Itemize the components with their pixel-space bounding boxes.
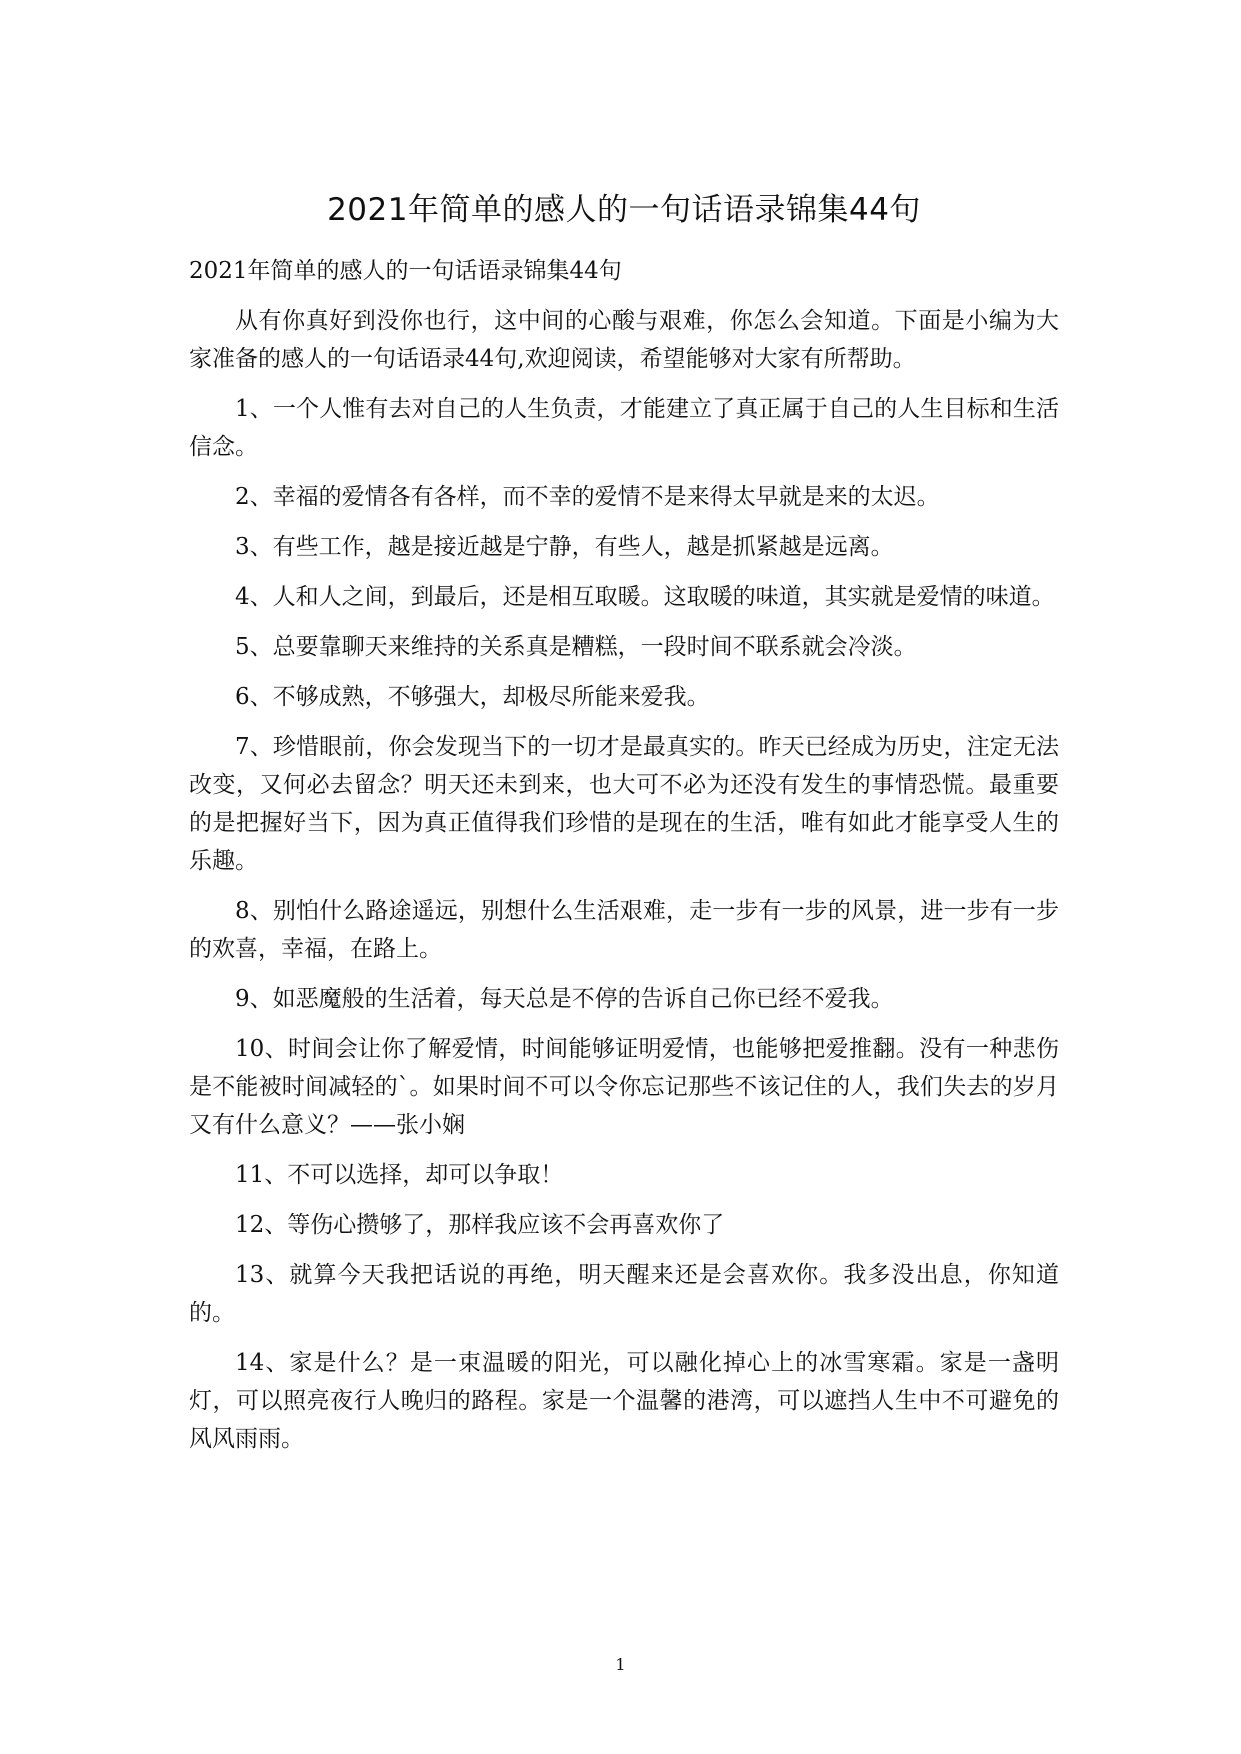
quote-paragraph: 1、一个人惟有去对自己的人生负责，才能建立了真正属于自己的人生目标和生活信念。 bbox=[189, 396, 1059, 460]
quote-paragraph: 9、如恶魔般的生活着，每天总是不停的告诉自己你已经不爱我。 bbox=[235, 986, 894, 1012]
intro-paragraph: 从有你真好到没你也行，这中间的心酸与艰难，你怎么会知道。下面是小编为大家准备的感人的一句话语录44句,欢迎阅读，希望能够对大家有所帮助。 bbox=[189, 308, 1059, 372]
quote-paragraph: 14、家是什么？是一束温暖的阳光，可以融化掉心上的冰雪寒霜。家是一盏明灯，可以照亮夜行人晚归的路程。家是一个温馨的港湾，可以遮挡人生中不可避免的风风雨雨。 bbox=[189, 1350, 1059, 1452]
quote-paragraph: 7、珍惜眼前，你会发现当下的一切才是最真实的。昨天已经成为历史，注定无法改变，又何必去留念？明天还未到来，也大可不必为还没有发生的事情恐慌。最重要的是把握好当下，因为真正值得我们珍惜的是现在的生活，唯有如此才能享受人生的乐趣。 bbox=[189, 734, 1059, 874]
document-subtitle: 2021年简单的感人的一句话语录锦集44句 bbox=[189, 258, 622, 284]
quote-paragraph: 5、总要靠聊天来维持的关系真是糟糕，一段时间不联系就会冷淡。 bbox=[235, 634, 917, 660]
quote-paragraph: 6、不够成熟，不够强大，却极尽所能来爱我。 bbox=[235, 684, 710, 710]
quote-paragraph: 4、人和人之间，到最后，还是相互取暖。这取暖的味道，其实就是爱情的味道。 bbox=[235, 584, 1055, 610]
document-title: 2021年简单的感人的一句话语录锦集44句 bbox=[327, 192, 921, 228]
page-number: 1 bbox=[615, 1655, 626, 1674]
page-content bbox=[189, 180, 1059, 1470]
quote-paragraph: 12、等伤心攒够了，那样我应该不会再喜欢你了 bbox=[235, 1212, 725, 1238]
quote-paragraph: 13、就算今天我把话说的再绝，明天醒来还是会喜欢你。我多没出息，你知道的。 bbox=[189, 1262, 1059, 1326]
quote-paragraph: 10、时间会让你了解爱情，时间能够证明爱情，也能够把爱推翻。没有一种悲伤是不能被时间减轻的`。如果时间不可以令你忘记那些不该记住的人，我们失去的岁月又有什么意义？——张小娴 bbox=[189, 1036, 1059, 1138]
quote-paragraph: 8、别怕什么路途遥远，别想什么生活艰难，走一步有一步的风景，进一步有一步的欢喜，幸福，在路上。 bbox=[189, 898, 1059, 962]
quote-paragraph: 3、有些工作，越是接近越是宁静，有些人，越是抓紧越是远离。 bbox=[235, 534, 894, 560]
quote-paragraph: 2、幸福的爱情各有各样，而不幸的爱情不是来得太早就是来的太迟。 bbox=[235, 484, 940, 510]
quote-paragraph: 11、不可以选择，却可以争取！ bbox=[235, 1162, 564, 1188]
